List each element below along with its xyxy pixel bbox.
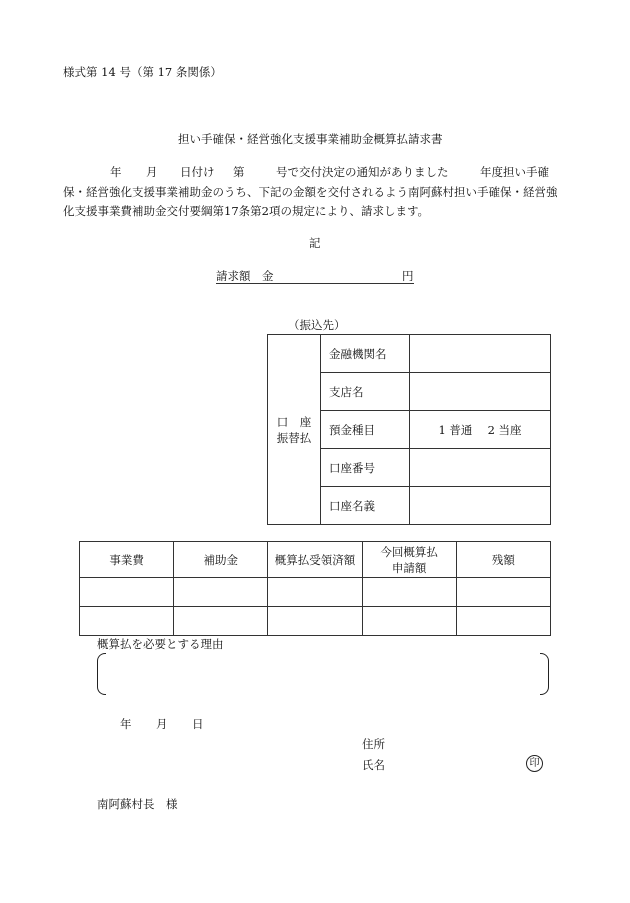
table-cell[interactable] xyxy=(268,607,362,636)
date-month: 月 xyxy=(156,717,168,731)
header-project-cost: 事業費 xyxy=(80,542,174,578)
account-holder-field[interactable] xyxy=(410,487,551,525)
account-group-label: 口 座 振替払 xyxy=(268,335,321,525)
reason-label: 概算払を必要とする理由 xyxy=(97,637,224,651)
account-holder-label: 口座名義 xyxy=(321,487,410,525)
name-label: 氏名 xyxy=(362,758,385,772)
branch-name-field[interactable] xyxy=(410,373,551,411)
month-blank: 月 xyxy=(146,165,158,179)
bank-name-field[interactable] xyxy=(410,335,551,373)
number-prefix: 第 xyxy=(233,165,245,179)
header-balance: 残額 xyxy=(456,542,550,578)
table-cell[interactable] xyxy=(456,607,550,636)
form-number: 様式第 14 号（第 17 条関係） xyxy=(63,65,222,79)
body-line-3: 化支援事業費補助金交付要綱第17条第2項の規定により、請求します。 xyxy=(63,204,430,218)
table-cell[interactable] xyxy=(362,607,456,636)
account-number-field[interactable] xyxy=(410,449,551,487)
table-row xyxy=(80,578,551,607)
notice-text: 号で交付決定の通知がありました xyxy=(276,165,449,179)
reason-field[interactable] xyxy=(110,655,535,691)
header-current-request: 今回概算払 申請額 xyxy=(362,542,456,578)
transfer-heading: （振込先） xyxy=(288,318,346,332)
account-number-label: 口座番号 xyxy=(321,449,410,487)
table-cell[interactable] xyxy=(268,578,362,607)
day-blank: 日付け xyxy=(180,165,215,179)
branch-name-label: 支店名 xyxy=(321,373,410,411)
table-cell[interactable] xyxy=(80,607,174,636)
document-title: 担い手確保・経営強化支援事業補助金概算払請求書 xyxy=(178,132,443,146)
deposit-type-field[interactable]: 1 普通 2 当座 xyxy=(410,411,551,449)
table-cell[interactable] xyxy=(174,578,268,607)
deposit-type-label: 預金種目 xyxy=(321,411,410,449)
date-day: 日 xyxy=(192,717,204,731)
address-label: 住所 xyxy=(362,737,385,751)
table-row xyxy=(80,607,551,636)
body-line-2: 保・経営強化支援事業補助金のうち、下記の金額を交付されるよう南阿蘇村担い手確保・経営強 xyxy=(63,185,558,199)
date-year: 年 xyxy=(120,717,132,731)
amount-unit: 円 xyxy=(402,269,414,283)
table-cell[interactable] xyxy=(362,578,456,607)
header-received: 概算払受領済額 xyxy=(268,542,362,578)
fiscal-year-text: 年度担い手確 xyxy=(480,165,549,179)
header-subsidy: 補助金 xyxy=(174,542,268,578)
year-blank: 年 xyxy=(110,165,122,179)
table-cell[interactable] xyxy=(174,607,268,636)
reason-bracket-left xyxy=(97,653,106,695)
bank-name-label: 金融機関名 xyxy=(321,335,410,373)
reason-bracket-right xyxy=(540,653,549,695)
seal-mark: 印 xyxy=(526,755,543,772)
ki-heading: 記 xyxy=(309,236,321,250)
bank-transfer-table xyxy=(267,334,551,525)
amount-label: 請求額 金 xyxy=(216,269,274,283)
table-cell[interactable] xyxy=(456,578,550,607)
table-cell[interactable] xyxy=(80,578,174,607)
amount-underline xyxy=(216,283,414,284)
addressee: 南阿蘇村長 様 xyxy=(97,797,178,811)
summary-table xyxy=(79,541,551,636)
